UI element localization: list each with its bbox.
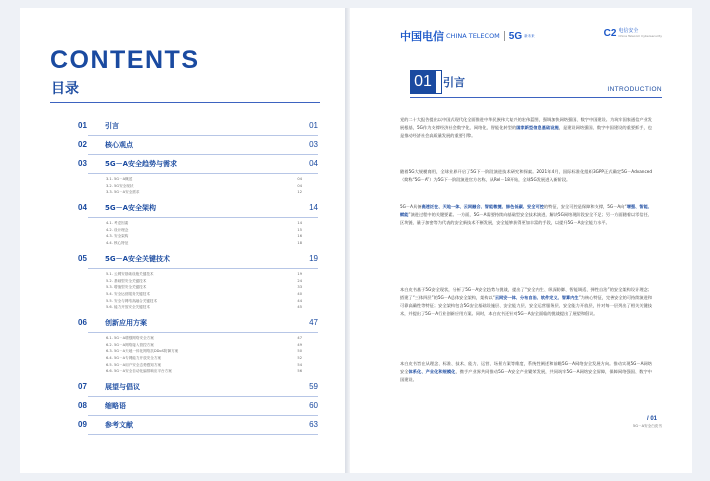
toc-entry-number: 04: [78, 203, 87, 213]
toc-subentry[interactable]: [88, 190, 318, 197]
toc-entry-title: 核心观点: [105, 141, 133, 149]
toc-entry[interactable]: [78, 140, 318, 150]
toc-entry-page: 04: [309, 159, 318, 168]
toc-entry[interactable]: [78, 420, 318, 430]
contents-heading: CONTENTS: [50, 46, 200, 74]
toc-subentry-page: 45: [297, 305, 302, 310]
toc-entry-divider: [88, 332, 318, 333]
toc-entry-number: 05: [78, 253, 87, 263]
5g-logo: 5G: [508, 30, 523, 42]
toc-subentry[interactable]: [88, 356, 318, 363]
toc-entry-number: 07: [78, 382, 87, 392]
toc-subentry-title: 6.2. 5G－A网络接入管控方案: [106, 342, 154, 347]
page-number: / 01: [646, 416, 657, 422]
toc-spacer: [88, 376, 318, 378]
p3-emphasis-2: 增强、智能、赋能: [400, 204, 652, 218]
security-logo-text: [618, 29, 662, 39]
toc-subentry-page: 04: [297, 183, 302, 188]
toc-entry-page: 59: [309, 382, 318, 392]
toc-subentry-page: 44: [297, 298, 302, 303]
left-page: [20, 8, 345, 473]
section-title: 引言: [443, 76, 465, 89]
toc-subentry-title: 5.4. 安全运营服务关键技术: [106, 291, 150, 296]
toc-entry-title: 5G－A安全关键技术: [105, 254, 171, 263]
toc-subentry-page: 33: [297, 285, 302, 290]
china-telecom-logo: [400, 28, 535, 44]
toc-entry-divider: [88, 268, 318, 269]
paragraph-2: 随着5G大规模商用，全球业界开启了5G下一阶段演进技术研究和探索。2021年4月，国际标准化组织3GPP正式确定5G－Advanced（简称“5G－A”）为5G下一阶段演进官方名称，从Rel－18开始，全球5G发展进入新阶段。: [400, 169, 652, 183]
security-logo-subtitle: China Telecom Cybersecurity: [618, 33, 662, 38]
toc-entry-title: 参考文献: [105, 421, 133, 430]
toc-subentry-title: 6.4. 5G－A专网能力开放安全方案: [106, 356, 162, 360]
p5-emphasis: 体系化、产业化和规模化: [408, 369, 456, 375]
toc-divider: [50, 102, 320, 103]
toc-subentry-page: 47: [297, 335, 302, 340]
mulu-heading: 目录: [51, 81, 79, 97]
toc-entry-number: 01: [78, 121, 87, 130]
toc-entry[interactable]: [78, 401, 318, 411]
toc-subentry[interactable]: [88, 336, 318, 343]
toc-subentry[interactable]: [88, 221, 318, 228]
toc-entry-divider: [88, 396, 318, 397]
toc-entry-number: 02: [78, 140, 87, 149]
toc-subentry[interactable]: [88, 177, 318, 184]
toc-entry-divider: [88, 173, 318, 174]
toc-subentry-title: 3.2. 5G安全现状: [106, 183, 134, 188]
toc-entry-page: 01: [309, 121, 318, 130]
p3-text-mid: 的特征，安全可控是保障和支撑，5G－A向“: [543, 204, 627, 209]
toc-subentry-title: 5.1. 云网安基础设施关键技术: [106, 271, 154, 276]
toc-entry-page: 03: [309, 140, 318, 149]
toc-subentry[interactable]: [88, 369, 318, 376]
right-page: [350, 8, 692, 473]
toc-subentry-page: 19: [297, 271, 302, 276]
toc-subentry-page: 04: [297, 177, 302, 181]
toc-subentry-title: 4.1. 考虑因素: [106, 221, 129, 226]
toc-spacer: [88, 197, 318, 199]
telecom-security-logo: [604, 28, 662, 39]
p4-text-end: 安全能力层、安全运营服务层、安全能力开放层，针对每一层列出了相关关键技术，并提出了5G－A行业创新应用方案。同时，本白皮书还针对5G－A安全面临的挑战提出了展望和倡议。: [400, 303, 652, 317]
toc-subentry-page: 54: [297, 362, 302, 367]
p1-text: 党的二十大报告提出以中国式现代化全面推进中华民族伟大复兴的宏伟蓝图，强调加快网络强国、数字中国建设。为筑牢国家通信产业发展根基，5G作为支撑经济社会数字化、网络化、智能化转型的: [400, 117, 652, 131]
toc-subentry[interactable]: [88, 241, 318, 248]
toc-entry-page: 60: [309, 401, 318, 411]
toc-subentry[interactable]: [88, 305, 318, 312]
toc-entry[interactable]: [78, 159, 318, 169]
toc-entry-divider: [88, 135, 318, 136]
toc-subentry-title: 5.2. 基础型安全关键技术: [106, 278, 147, 283]
toc-entry-page: 14: [309, 203, 318, 213]
toc-entry-page: 47: [309, 317, 318, 327]
toc-entry-title: 创新应用方案: [105, 318, 147, 327]
toc-entry-divider: [88, 217, 318, 218]
toc-entry-page: 19: [309, 253, 318, 263]
toc-entry-divider: [88, 415, 318, 416]
toc-entry[interactable]: [78, 203, 318, 213]
section-number-frame: [436, 70, 442, 94]
toc-subentry-title: 4.3. 安全架构: [106, 234, 129, 239]
p4-text: 本白皮书基于5G安全现状，分析了5G－A安全趋势与挑战，提出了“安全内生、纵深防御、智能调适、弹性自治”的安全架构设计理念；搭建了“三体四层”的5G－A总体安全架构，架构以“: [400, 287, 652, 301]
p3-text-end: ”演进过程中的关键要素。一方面，5G－A需要持续向基础型安全技术演进，解决5G网络现阶段安全不足；另一方面随着以零信任、区块链、量子加密等为代表的安全新技术不断发展，安全能够获得更加丰富的手段，以提升5G－A安全能力水平。: [400, 212, 652, 226]
security-logo-title: 电信安全: [618, 27, 639, 34]
toc-subentry-page: 24: [297, 278, 302, 283]
toc-subentry-page: 14: [297, 221, 302, 226]
toc-entry[interactable]: [78, 317, 318, 328]
toc-entry-number: 08: [78, 401, 87, 411]
paragraph-5: [400, 360, 652, 384]
toc-subentry-title: 5.3. 增值型安全关键技术: [106, 285, 147, 290]
toc-subentry-title: 5.5. 安全与网络高融合关键技术: [106, 298, 158, 303]
toc-subentry-page: 49: [297, 342, 302, 347]
toc-entry[interactable]: [78, 382, 318, 392]
toc-subentry-page: 56: [297, 369, 302, 374]
toc-entry-number: 06: [78, 317, 87, 327]
toc-subentry-title: 6.3. 5G－A天地一体化网络抗DDoS防御方案: [106, 349, 179, 354]
toc-subentry[interactable]: [88, 272, 318, 279]
p5-text: 本白皮书旨在从理念、标准、技术、能力、运营、场景方案等维度，系统性阐述和前瞻5G－A网络安全发展方向。推动实现5G－A网络安全: [400, 361, 652, 375]
toc-subentry-page: 40: [297, 291, 302, 296]
section-number: 01: [410, 70, 436, 94]
p4-text-mid: ”为核心特征，完善安全的可持续演进和可靠高确性等特征；安全架构包含5G安全基础设施层、: [400, 295, 652, 309]
footer-title: 5G－A安全白皮书: [632, 424, 662, 428]
toc-subentry-title: 5.6. 能力开放安全关键技术: [106, 305, 150, 310]
p4-emphasis: 云网安一体、分布自治、软件定义、智算内生: [494, 295, 579, 301]
paragraph-4: [400, 286, 652, 318]
5g-logo-sub: 新未来: [524, 33, 535, 38]
toc-entry-title: 展望与倡议: [105, 383, 140, 392]
toc-subentry-page: 52: [297, 356, 302, 360]
toc-subentry-title: 3.1. 5G－A概述: [106, 177, 133, 181]
paragraph-3: [400, 203, 652, 227]
toc-subentry-page: 16: [297, 234, 302, 239]
toc-subentry-page: 50: [297, 349, 302, 354]
toc-entry-number: 03: [78, 159, 87, 168]
p3-emphasis-1: 高速泛在、天地一体、云网融合、智能敏捷、绿色低碳、安全可控: [421, 204, 544, 209]
toc-subentry-page: 12: [297, 190, 302, 195]
toc-entry-divider: [88, 154, 318, 155]
toc-subentry[interactable]: [88, 292, 318, 299]
p3-text: 5G－A具备: [400, 204, 422, 209]
toc-spacer: [88, 248, 318, 250]
c2-mark: C2: [603, 28, 617, 39]
section-english-title: INTRODUCTION: [607, 86, 662, 93]
toc-entry-title: 5G－A安全架构: [105, 204, 157, 213]
toc-subentry-title: 6.6. 5G－A安全自动化编排响应平台方案: [106, 369, 172, 374]
toc-subentry-page: 15: [297, 227, 302, 232]
toc-subentry-title: 6.5. 5G－A用户安全态势感知方案: [106, 362, 162, 367]
toc-entry-page: 63: [309, 420, 318, 430]
toc-spacer: [88, 312, 318, 314]
paragraph-1: [400, 116, 652, 140]
toc-subentry[interactable]: [88, 285, 318, 292]
toc-entry-divider: [88, 434, 318, 435]
china-telecom-mark: 中国电信: [400, 30, 444, 43]
toc-subentry-title: 4.2. 设计理念: [106, 227, 129, 232]
toc-entry-number: 09: [78, 420, 87, 430]
toc-subentry-title: 3.3. 5G－A安全需求: [106, 190, 140, 195]
toc-subentry[interactable]: [88, 349, 318, 356]
section-divider: [410, 97, 662, 98]
p1-text-end: ，是建设网络强国、数字中国建设的重要抓手，也是推动经济社会高质量发展的重要引擎。: [400, 125, 652, 139]
logo-separator: [504, 31, 505, 41]
toc-entry-title: 引言: [105, 122, 119, 130]
toc-subentry-title: 4.4. 核心特征: [106, 241, 129, 246]
toc-subentry-page: 18: [297, 241, 302, 246]
p5-text-end: ，携手产业界共同推动5G－A安全产业繁荣发展，共同筑牢5G－A网络安全屏障，保障网络强国、数字中国建设。: [400, 369, 652, 383]
toc-entry[interactable]: [78, 121, 318, 131]
p1-emphasis: 国家新型信息基础设施: [516, 125, 559, 131]
toc-entry-title: 5G－A安全趋势与需求: [105, 160, 178, 168]
toc-subentry-title: 6.1. 5G－A增强网络安全方案: [106, 335, 154, 340]
china-telecom-name: CHINA TELECOM: [446, 32, 500, 40]
table-of-contents: [78, 117, 318, 438]
toc-entry[interactable]: [78, 253, 318, 264]
toc-entry-title: 缩略语: [105, 402, 126, 411]
